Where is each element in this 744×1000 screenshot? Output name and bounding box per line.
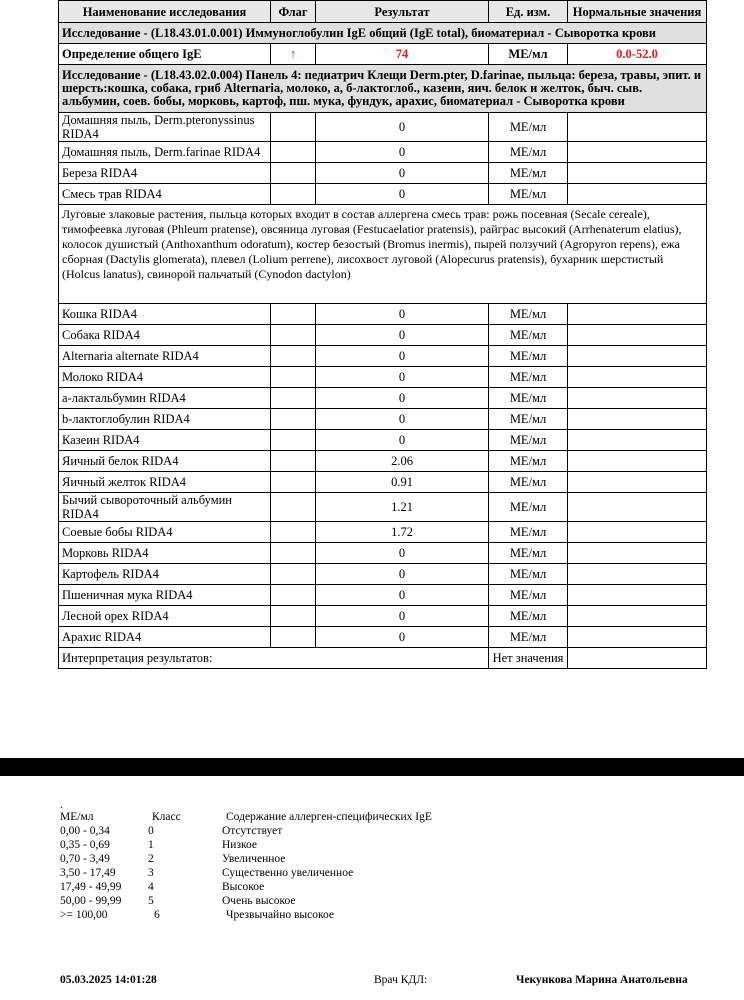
- legend-class: 4: [148, 881, 154, 893]
- table-row: [59, 367, 707, 388]
- unit: МЕ/мл: [489, 325, 568, 346]
- allergen-name: Лесной орех RIDA4: [59, 606, 271, 627]
- allergen-name: Домашняя пыль, Derm.pteronyssinus RIDA4: [59, 113, 271, 142]
- allergen-name: Морковь RIDA4: [59, 543, 271, 564]
- legend-range: 0,35 - 0,69: [60, 839, 110, 851]
- unit: МЕ/мл: [489, 430, 568, 451]
- legend-range: >= 100,00: [60, 909, 108, 921]
- norm-cell: [568, 493, 707, 522]
- unit: МЕ/мл: [489, 367, 568, 388]
- norm-cell: [568, 585, 707, 606]
- flag-cell: [271, 367, 316, 388]
- legend-class: 0: [148, 825, 154, 837]
- table-row: [59, 184, 707, 205]
- norm-cell: [568, 184, 707, 205]
- section-title: Исследование - (L18.43.02.0.004) Панель 4: педиатрич Клещи Derm.pter, D.farinae, пыльца: береза, травы, эпит. и шерсть:кошка, собака, гриб Alternaria, молоко, а, б-лактоглоб., казеин, яич. белок и желток, быч. сыв. альбумин, соев. бобы, морковь, картоф, пш. мука, фундук, арахис, биоматериал - Сыворотка крови: [59, 65, 707, 113]
- allergen-name: Яичный белок RIDA4: [59, 451, 271, 472]
- legend-class: 1: [148, 839, 154, 851]
- norm-value: 0.0-52.0: [568, 44, 707, 65]
- result-value: 0: [316, 184, 489, 205]
- norm-cell: [568, 606, 707, 627]
- unit: МЕ/мл: [489, 472, 568, 493]
- table-row: [59, 163, 707, 184]
- flag-cell: [271, 346, 316, 367]
- flag-cell: [271, 493, 316, 522]
- table-row: [59, 606, 707, 627]
- result-value: 0: [316, 606, 489, 627]
- allergen-name: Смесь трав RIDA4: [59, 184, 271, 205]
- col-header-unit: Ед. изм.: [489, 1, 568, 23]
- result-value: 0: [316, 585, 489, 606]
- allergen-name: Бычий сывороточный альбумин RIDA4: [59, 493, 271, 522]
- flag-cell: [271, 606, 316, 627]
- flag-cell: [271, 564, 316, 585]
- page-divider: [0, 758, 744, 776]
- legend-description: Отсутствует: [222, 825, 283, 837]
- flag-cell: [271, 142, 316, 163]
- allergen-name: Казеин RIDA4: [59, 430, 271, 451]
- legend-dot: .: [60, 799, 63, 811]
- doctor-label: Врач КДЛ:: [374, 974, 428, 986]
- interpretation-empty: [568, 648, 707, 669]
- legend-description: Высокое: [222, 881, 265, 893]
- unit: МЕ/мл: [489, 304, 568, 325]
- table-row: [59, 430, 707, 451]
- norm-cell: [568, 564, 707, 585]
- norm-cell: [568, 451, 707, 472]
- allergen-name: Alternaria alternate RIDA4: [59, 346, 271, 367]
- legend-description: Очень высокое: [222, 895, 296, 907]
- allergen-name: Молоко RIDA4: [59, 367, 271, 388]
- unit: МЕ/мл: [489, 44, 568, 65]
- table-row: [59, 543, 707, 564]
- result-value: 0: [316, 113, 489, 142]
- unit: МЕ/мл: [489, 522, 568, 543]
- unit: МЕ/мл: [489, 451, 568, 472]
- unit: МЕ/мл: [489, 113, 568, 142]
- unit: МЕ/мл: [489, 493, 568, 522]
- section-row-ige: [59, 23, 707, 44]
- legend-range: 0,00 - 0,34: [60, 825, 110, 837]
- unit: МЕ/мл: [489, 346, 568, 367]
- result-value: 0: [316, 346, 489, 367]
- legend-header-content: Содержание аллерген-специфических IgE: [226, 811, 432, 823]
- norm-cell: [568, 627, 707, 648]
- norm-cell: [568, 388, 707, 409]
- result-value: 0: [316, 627, 489, 648]
- section-row-panel: [59, 65, 707, 113]
- result-value: 1.72: [316, 522, 489, 543]
- legend-class: 3: [148, 867, 154, 879]
- flag-up-icon: ↑: [271, 44, 316, 65]
- col-header-name: Наименование исследования: [59, 1, 271, 23]
- flag-cell: [271, 430, 316, 451]
- allergen-name: а-лактальбумин RIDA4: [59, 388, 271, 409]
- norm-cell: [568, 325, 707, 346]
- result-value: 0: [316, 388, 489, 409]
- report-page-2: [0, 776, 744, 1000]
- norm-cell: [568, 409, 707, 430]
- note-row: [59, 205, 707, 304]
- results-table: [58, 0, 707, 669]
- table-row: [59, 142, 707, 163]
- unit: МЕ/мл: [489, 585, 568, 606]
- table-row: [59, 409, 707, 430]
- flag-cell: [271, 543, 316, 564]
- unit: МЕ/мл: [489, 142, 568, 163]
- test-name: Определение общего IgE: [59, 44, 271, 65]
- result-value: 0: [316, 163, 489, 184]
- table-row: [59, 585, 707, 606]
- result-value: 0.91: [316, 472, 489, 493]
- col-header-result: Результат: [316, 1, 489, 23]
- result-value: 0: [316, 325, 489, 346]
- legend-class: 6: [154, 909, 160, 921]
- unit: МЕ/мл: [489, 409, 568, 430]
- result-value: 0: [316, 367, 489, 388]
- legend-header-class: Класс: [152, 811, 181, 823]
- result-value: 0: [316, 564, 489, 585]
- legend-class: 2: [148, 853, 154, 865]
- grass-mix-note: Луговые злаковые растения, пыльца которых входит в состав аллергена смесь трав: рожь посевная (Secale cereale), тимофеевка луговая (Phleum pratense), овсяница луговая (Festucaelatior pratensis), райграс высокий (Arrhenaterum elatius), колосок душистый (Anthoxanthum odoratum), костер безостый (Bromus inermis), пырей ползучий (Agropyron repens), ежа сборная (Dactylis glomerata), плевел (Lolium perrene), лисохвост луговой (Alopecurus pratensis), бухарник шерстистый (Holcus lanatus), свинорой пальчатый (Cynodon dactylon): [59, 205, 707, 304]
- legend-range: 17,49 - 49,99: [60, 881, 122, 893]
- legend-header-range: МЕ/мл: [60, 811, 94, 823]
- flag-cell: [271, 451, 316, 472]
- doctor-name: Чекункова Марина Анатольевна: [516, 974, 688, 986]
- norm-cell: [568, 163, 707, 184]
- norm-cell: [568, 346, 707, 367]
- ige-total-row: [59, 44, 707, 65]
- norm-cell: [568, 113, 707, 142]
- table-row: [59, 564, 707, 585]
- col-header-flag: Флаг: [271, 1, 316, 23]
- flag-cell: [271, 163, 316, 184]
- interpretation-value: Нет значения: [489, 648, 568, 669]
- flag-cell: [271, 522, 316, 543]
- table-row: [59, 304, 707, 325]
- table-header-row: [59, 1, 707, 23]
- allergen-name: Арахис RIDA4: [59, 627, 271, 648]
- legend-description: Увеличенное: [222, 853, 286, 865]
- allergen-name: Береза RIDA4: [59, 163, 271, 184]
- legend-range: 0,70 - 3,49: [60, 853, 110, 865]
- result-value: 0: [316, 142, 489, 163]
- norm-cell: [568, 430, 707, 451]
- norm-cell: [568, 543, 707, 564]
- table-row: [59, 472, 707, 493]
- interpretation-row: [59, 648, 707, 669]
- result-value: 0: [316, 409, 489, 430]
- result-value: 0: [316, 430, 489, 451]
- allergen-name: b-лактоглобулин RIDA4: [59, 409, 271, 430]
- legend-class: 5: [148, 895, 154, 907]
- col-header-norm: Нормальные значения: [568, 1, 707, 23]
- flag-cell: [271, 388, 316, 409]
- flag-cell: [271, 409, 316, 430]
- allergen-name: Пшеничная мука RIDA4: [59, 585, 271, 606]
- legend-description: Низкое: [222, 839, 257, 851]
- flag-cell: [271, 325, 316, 346]
- norm-cell: [568, 472, 707, 493]
- table-row: [59, 325, 707, 346]
- legend-description: Чрезвычайно высокое: [226, 909, 334, 921]
- norm-cell: [568, 304, 707, 325]
- allergen-name: Картофель RIDA4: [59, 564, 271, 585]
- norm-cell: [568, 142, 707, 163]
- result-value: 2.06: [316, 451, 489, 472]
- table-row: [59, 451, 707, 472]
- flag-cell: [271, 184, 316, 205]
- allergen-name: Яичный желток RIDA4: [59, 472, 271, 493]
- flag-cell: [271, 304, 316, 325]
- legend-range: 50,00 - 99,99: [60, 895, 122, 907]
- interpretation-label: Интерпретация результатов:: [59, 648, 489, 669]
- flag-cell: [271, 113, 316, 142]
- unit: МЕ/мл: [489, 564, 568, 585]
- norm-cell: [568, 522, 707, 543]
- allergen-name: Соевые бобы RIDA4: [59, 522, 271, 543]
- allergen-name: Собака RIDA4: [59, 325, 271, 346]
- unit: МЕ/мл: [489, 163, 568, 184]
- table-row: [59, 522, 707, 543]
- unit: МЕ/мл: [489, 184, 568, 205]
- unit: МЕ/мл: [489, 606, 568, 627]
- flag-cell: [271, 472, 316, 493]
- result-value: 0: [316, 304, 489, 325]
- table-row: [59, 113, 707, 142]
- flag-cell: [271, 585, 316, 606]
- unit: МЕ/мл: [489, 543, 568, 564]
- table-row: [59, 346, 707, 367]
- section-title: Исследование - (L18.43.01.0.001) Иммуноглобулин IgE общий (IgE total), биоматериал - Сыворотка крови: [59, 23, 707, 44]
- flag-cell: [271, 627, 316, 648]
- result-value: 74: [316, 44, 489, 65]
- legend-description: Существенно увеличенное: [222, 867, 354, 879]
- result-value: 0: [316, 543, 489, 564]
- norm-cell: [568, 367, 707, 388]
- table-row: [59, 627, 707, 648]
- table-row: [59, 388, 707, 409]
- report-datetime: 05.03.2025 14:01:28: [60, 974, 157, 986]
- allergen-name: Домашняя пыль, Derm.farinae RIDA4: [59, 142, 271, 163]
- allergen-name: Кошка RIDA4: [59, 304, 271, 325]
- legend-range: 3,50 - 17,49: [60, 867, 116, 879]
- result-value: 1.21: [316, 493, 489, 522]
- unit: МЕ/мл: [489, 627, 568, 648]
- unit: МЕ/мл: [489, 388, 568, 409]
- table-row: [59, 493, 707, 522]
